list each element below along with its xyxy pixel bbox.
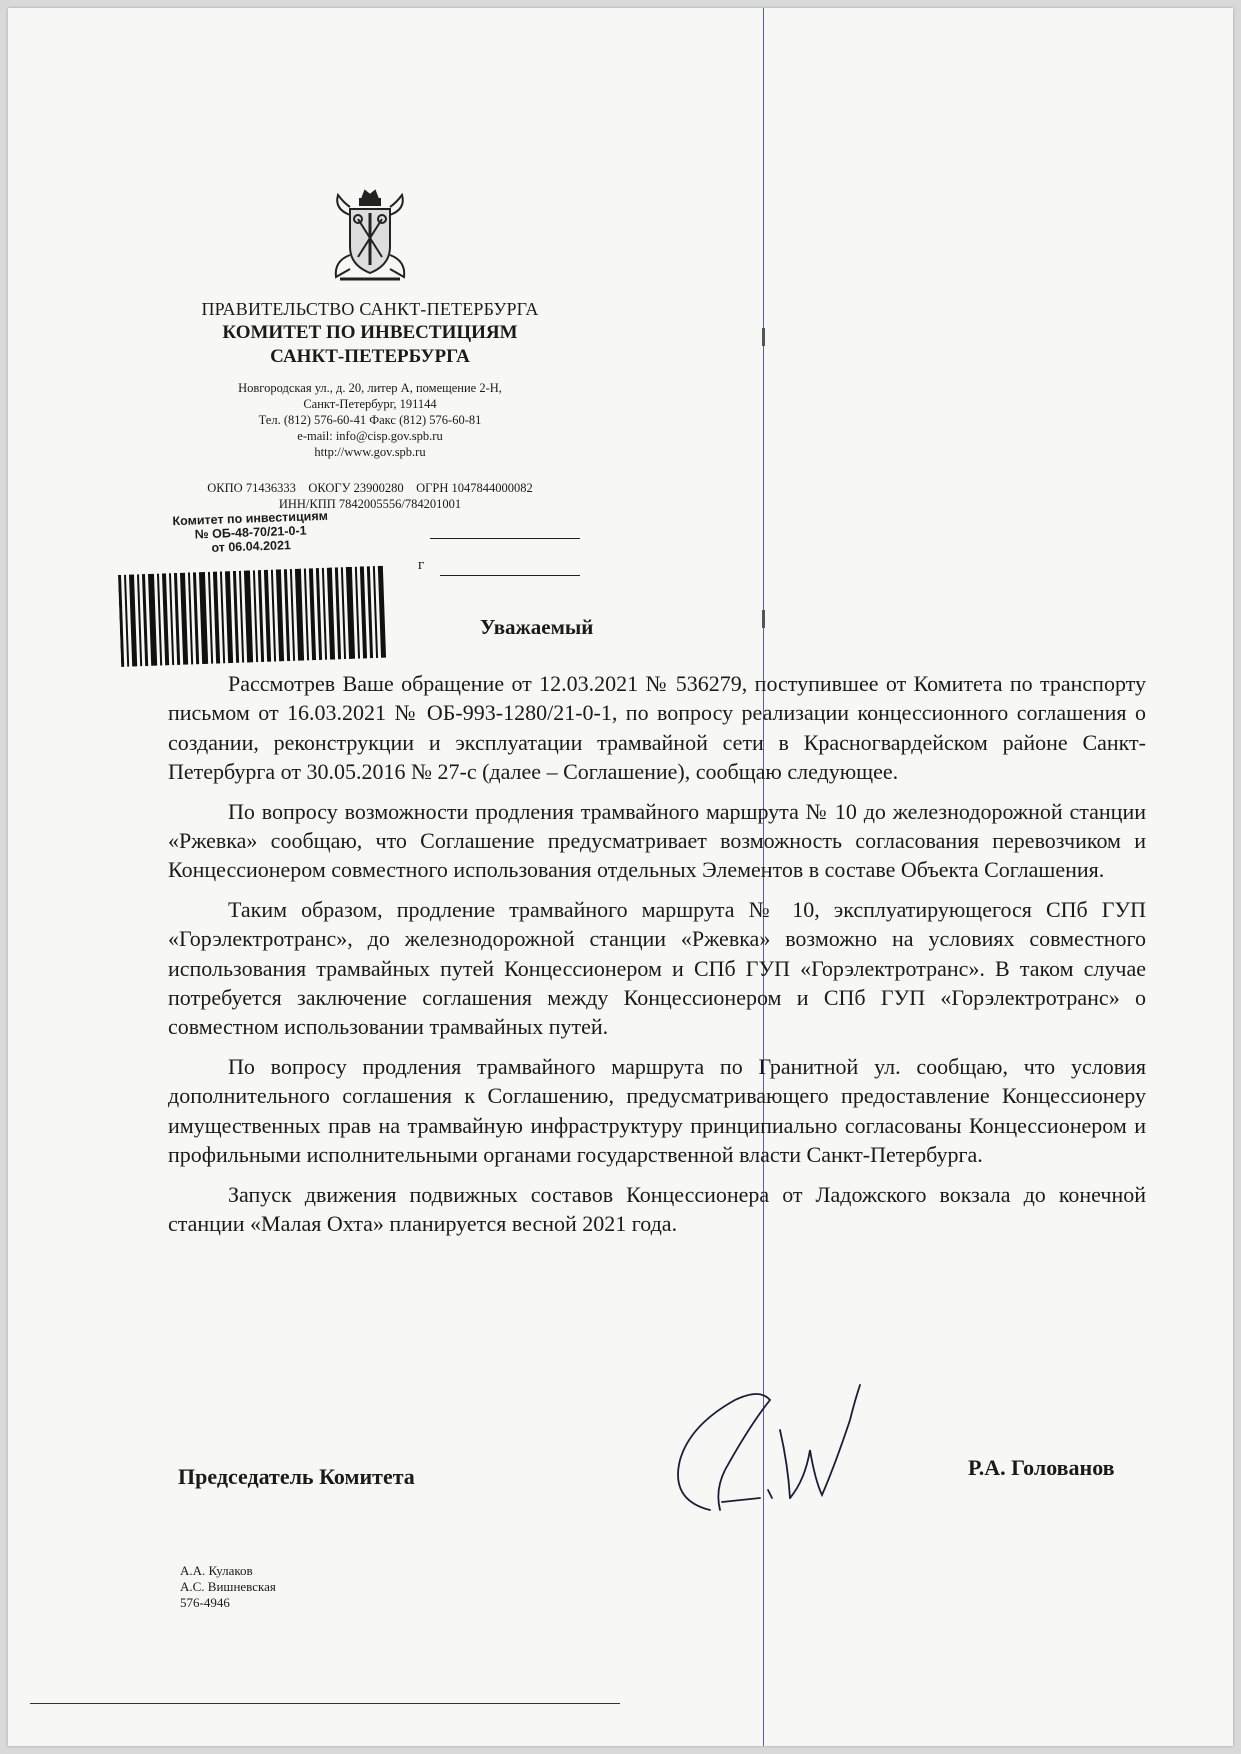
address-line: Санкт-Петербург, 191144 — [303, 397, 437, 411]
blank-date-line — [430, 538, 580, 539]
greeting: Уважаемый — [480, 615, 594, 639]
body-paragraph: По вопросу возможности продления трамвайного маршрута № 10 до железнодорожной станции «Ржевка» сообщаю, что Соглашение предусматривает возможность согласования перевозчиком и Концессионером совместного использования отдельных Элементов в составе Объекта Соглашения. — [168, 798, 1146, 883]
committee-title-line1: КОМИТЕТ ПО ИНВЕСТИЦИЯМ — [222, 322, 518, 343]
committee-address — [160, 380, 580, 460]
executor-name: А.А. Кулаков — [180, 1563, 253, 1578]
executors-block — [180, 1563, 276, 1611]
executor-name: А.С. Вишневская — [180, 1579, 276, 1594]
fold-mark — [762, 328, 765, 346]
blank-number-line — [440, 575, 580, 576]
body-paragraph: По вопросу продления трамвайного маршрута по Гранитной ул. сообщаю, что условия дополнительного соглашения к Соглашению, предусматривающего предоставление Концессионеру имущественных прав на трамвайную инфраструктуру принципиально согласованы Концессионером и профильными исполнительными органами государственной власти Санкт-Петербурга. — [168, 1053, 1146, 1168]
letterhead — [160, 185, 580, 512]
phone-fax-line: Тел. (812) 576-60-41 Факс (812) 576-60-81 — [258, 413, 482, 427]
barcode-icon — [118, 566, 391, 667]
committee-title-line2: САНКТ-ПЕТЕРБУРГА — [270, 346, 470, 367]
codes-line: ОКПО 71436333 ОКОГУ 23900280 ОГРН 1047844000082 — [207, 481, 533, 495]
executor-phone: 576-4946 — [180, 1595, 230, 1610]
handwritten-signature — [650, 1370, 880, 1520]
body-paragraph: Рассмотрев Ваше обращение от 12.03.2021 № 536279, поступившее от Комитета по транспорту письмом от 16.03.2021 № ОБ-993-1280/21-0-1, по вопросу реализации концессионного соглашения о создании, реконструкции и эксплуатации трамвайной сети в Красногвардейском районе Санкт-Петербурга от 30.05.2016 № 27-с (далее – Соглашение), сообщаю следующее. — [168, 671, 1146, 785]
registration-date: от 06.04.2021 — [211, 538, 292, 555]
letter-body — [168, 669, 1146, 1248]
fold-mark — [762, 610, 765, 628]
spb-coat-of-arms-icon — [320, 185, 420, 285]
blank-g-label: г — [418, 557, 425, 573]
registration-number: № ОБ-48-70/21-0-1 — [194, 523, 307, 542]
signer-position: Председатель Комитета — [178, 1464, 415, 1489]
website-line: http://www.gov.spb.ru — [314, 445, 426, 459]
government-title: ПРАВИТЕЛЬСТВО САНКТ-ПЕТЕРБУРГА — [201, 299, 539, 319]
inn-kpp-line: ИНН/КПП 7842005556/784201001 — [278, 497, 462, 511]
signer-name: Р.А. Голованов — [968, 1455, 1115, 1480]
email-line: e-mail: info@cisp.gov.spb.ru — [297, 429, 443, 443]
body-paragraph: Запуск движения подвижных составов Концессионера от Ладожского вокзала до конечной станции «Малая Охта» планируется весной 2021 года. — [168, 1181, 1146, 1236]
footer-rule — [30, 1703, 620, 1704]
registration-org: Комитет по инвестициям — [172, 508, 329, 529]
registration-stamp — [150, 508, 351, 557]
registry-codes — [160, 480, 580, 512]
address-line: Новгородская ул., д. 20, литер А, помещение 2-Н, — [238, 381, 502, 395]
body-paragraph: Таким образом, продление трамвайного маршрута № 10, эксплуатирующегося СПб ГУП «Горэлектротранс», до железнодорожной станции «Ржевка» возможно на условиях совместного использования трамвайных путей Концессионером и СПб ГУП «Горэлектротранс». В таком случае потребуется заключение соглашения между Концессионером и СПб ГУП «Горэлектротранс» о совместном использовании трамвайных путей. — [168, 896, 1146, 1040]
